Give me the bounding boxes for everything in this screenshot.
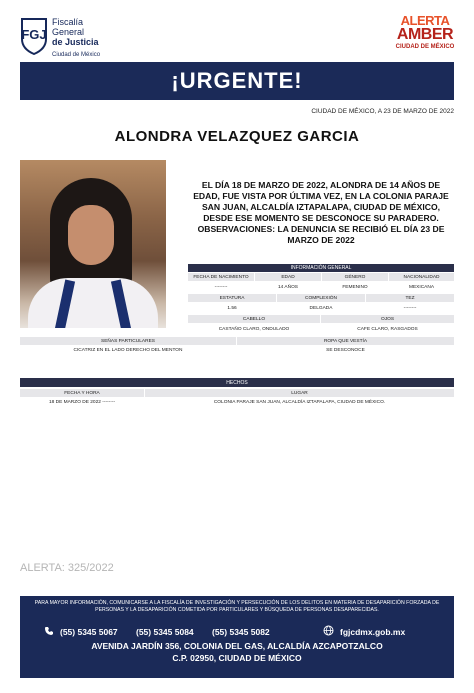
date-line: CIUDAD DE MÉXICO, A 23 DE MARZO DE 2022 xyxy=(311,108,454,115)
info-general-header: INFORMACIÓN GENERAL xyxy=(188,264,454,272)
fgj-shield-icon xyxy=(20,15,48,55)
amber-line2: AMBER xyxy=(396,26,454,43)
person-photo xyxy=(20,160,166,328)
label-edad: EDAD xyxy=(255,273,321,281)
globe-icon xyxy=(323,625,334,636)
hechos-header: HECHOS xyxy=(20,378,454,387)
svg-text:FGJ: FGJ xyxy=(21,27,47,42)
value-ropa: SE DESCONOCE xyxy=(326,348,365,353)
value-cabello: CASTAÑO CLARO, ONDULADO xyxy=(218,327,290,332)
value-complexion: DELGADA xyxy=(309,306,333,311)
label-genero: GÉNERO xyxy=(322,273,388,281)
fgj-line4: Ciudad de México xyxy=(52,52,101,58)
value-edad: 14 AÑOS xyxy=(278,285,298,290)
label-nacionalidad: NACIONALIDAD xyxy=(389,273,454,281)
address-line2: C.P. 02950, CIUDAD DE MÉXICO xyxy=(172,653,302,663)
website-link[interactable]: fgjcdmx.gob.mx xyxy=(340,627,406,637)
value-senas-particulares: CICATRIZ EN EL LADO DERECHO DEL MENTON xyxy=(73,348,183,353)
case-description: EL DÍA 18 DE MARZO DE 2022, ALONDRA DE 14 AÑOS DE EDAD, FUE VISTA POR ÚLTIMA VEZ, EN LA COLONIA PARAJE SAN JUAN, ALCALDÍA IZTAPALAPA, CIUDAD DE MÉXICO, DESDE ESE MOMENTO SE DESCONOCE SU PARADERO. OBSERVACIONES: LA DENUNCIA SE RECIBIÓ EL DÍA 23 DE MARZO DE 2022 xyxy=(193,180,449,245)
label-tez: TEZ xyxy=(366,294,454,302)
address-line1: AVENIDA JARDÍN 356, COLONIA DEL GAS, ALCALDÍA AZCAPOTZALCO xyxy=(91,641,383,651)
label-ojos: OJOS xyxy=(321,315,454,323)
urgent-title: ¡URGENTE! xyxy=(171,68,303,93)
label-fecha-nacimiento: FECHA DE NACIMIENTO xyxy=(188,273,254,281)
value-ojos: CAFE CLARO, RASGADOS xyxy=(357,327,418,332)
fgj-line2: General xyxy=(52,27,85,37)
value-genero: FEMENINO xyxy=(342,285,368,290)
fgj-wordmark xyxy=(52,17,100,60)
label-ropa: ROPA QUE VESTÍA xyxy=(237,337,454,345)
header xyxy=(0,0,474,64)
value-fecha-nacimiento: -------- xyxy=(214,285,228,290)
alert-number: ALERTA: 325/2022 xyxy=(20,562,114,574)
amber-line1: ALERTA xyxy=(400,13,450,28)
label-senas-particulares: SEÑAS PARTICULARES xyxy=(20,337,236,345)
label-complexion: COMPLEXIÓN xyxy=(277,294,365,302)
footer-info-text: PARA MAYOR INFORMACIÓN, COMUNICARSE A LA FISCALÍA DE INVESTIGACIÓN Y PERSECUCIÓN DE LOS DELITOS EN MATERIA DE DESAPARICIÓN FORZADA DE PERSONAS Y LA DESAPARICIÓN COMETIDA POR PARTICULARES Y BÚSQUEDA DE PERSONAS DESAPARECIDAS. xyxy=(34,600,440,613)
amber-line3: CIUDAD DE MÉXICO xyxy=(395,44,455,50)
urgent-banner xyxy=(20,62,454,100)
fgj-line1: Fiscalía xyxy=(52,17,84,27)
label-fecha-hora: FECHA Y HORA xyxy=(20,389,144,397)
phone-icon xyxy=(44,626,54,636)
fgj-line3: de Justicia xyxy=(52,37,99,47)
footer xyxy=(20,596,454,678)
label-estatura: ESTATURA xyxy=(188,294,276,302)
value-lugar: COLONIA PARAJE SAN JUAN, ALCALDÍA IZTAPALAPA, CIUDAD DE MÉXICO. xyxy=(213,400,386,405)
person-name: ALONDRA VELAZQUEZ GARCIA xyxy=(114,128,360,145)
label-lugar: LUGAR xyxy=(145,389,454,397)
alerta-amber-logo xyxy=(392,14,458,64)
label-cabello: CABELLO xyxy=(188,315,320,323)
phone-3: (55) 5345 5082 xyxy=(212,627,270,637)
phone-1: (55) 5345 5067 xyxy=(60,627,118,637)
value-tez: -------- xyxy=(403,306,417,311)
phone-2: (55) 5345 5084 xyxy=(136,627,194,637)
value-fecha-hora: 18 DE MARZO DE 2022 -------- xyxy=(48,400,116,405)
value-nacionalidad: MEXICANA xyxy=(408,285,435,290)
value-estatura: 1.56 xyxy=(227,306,237,311)
